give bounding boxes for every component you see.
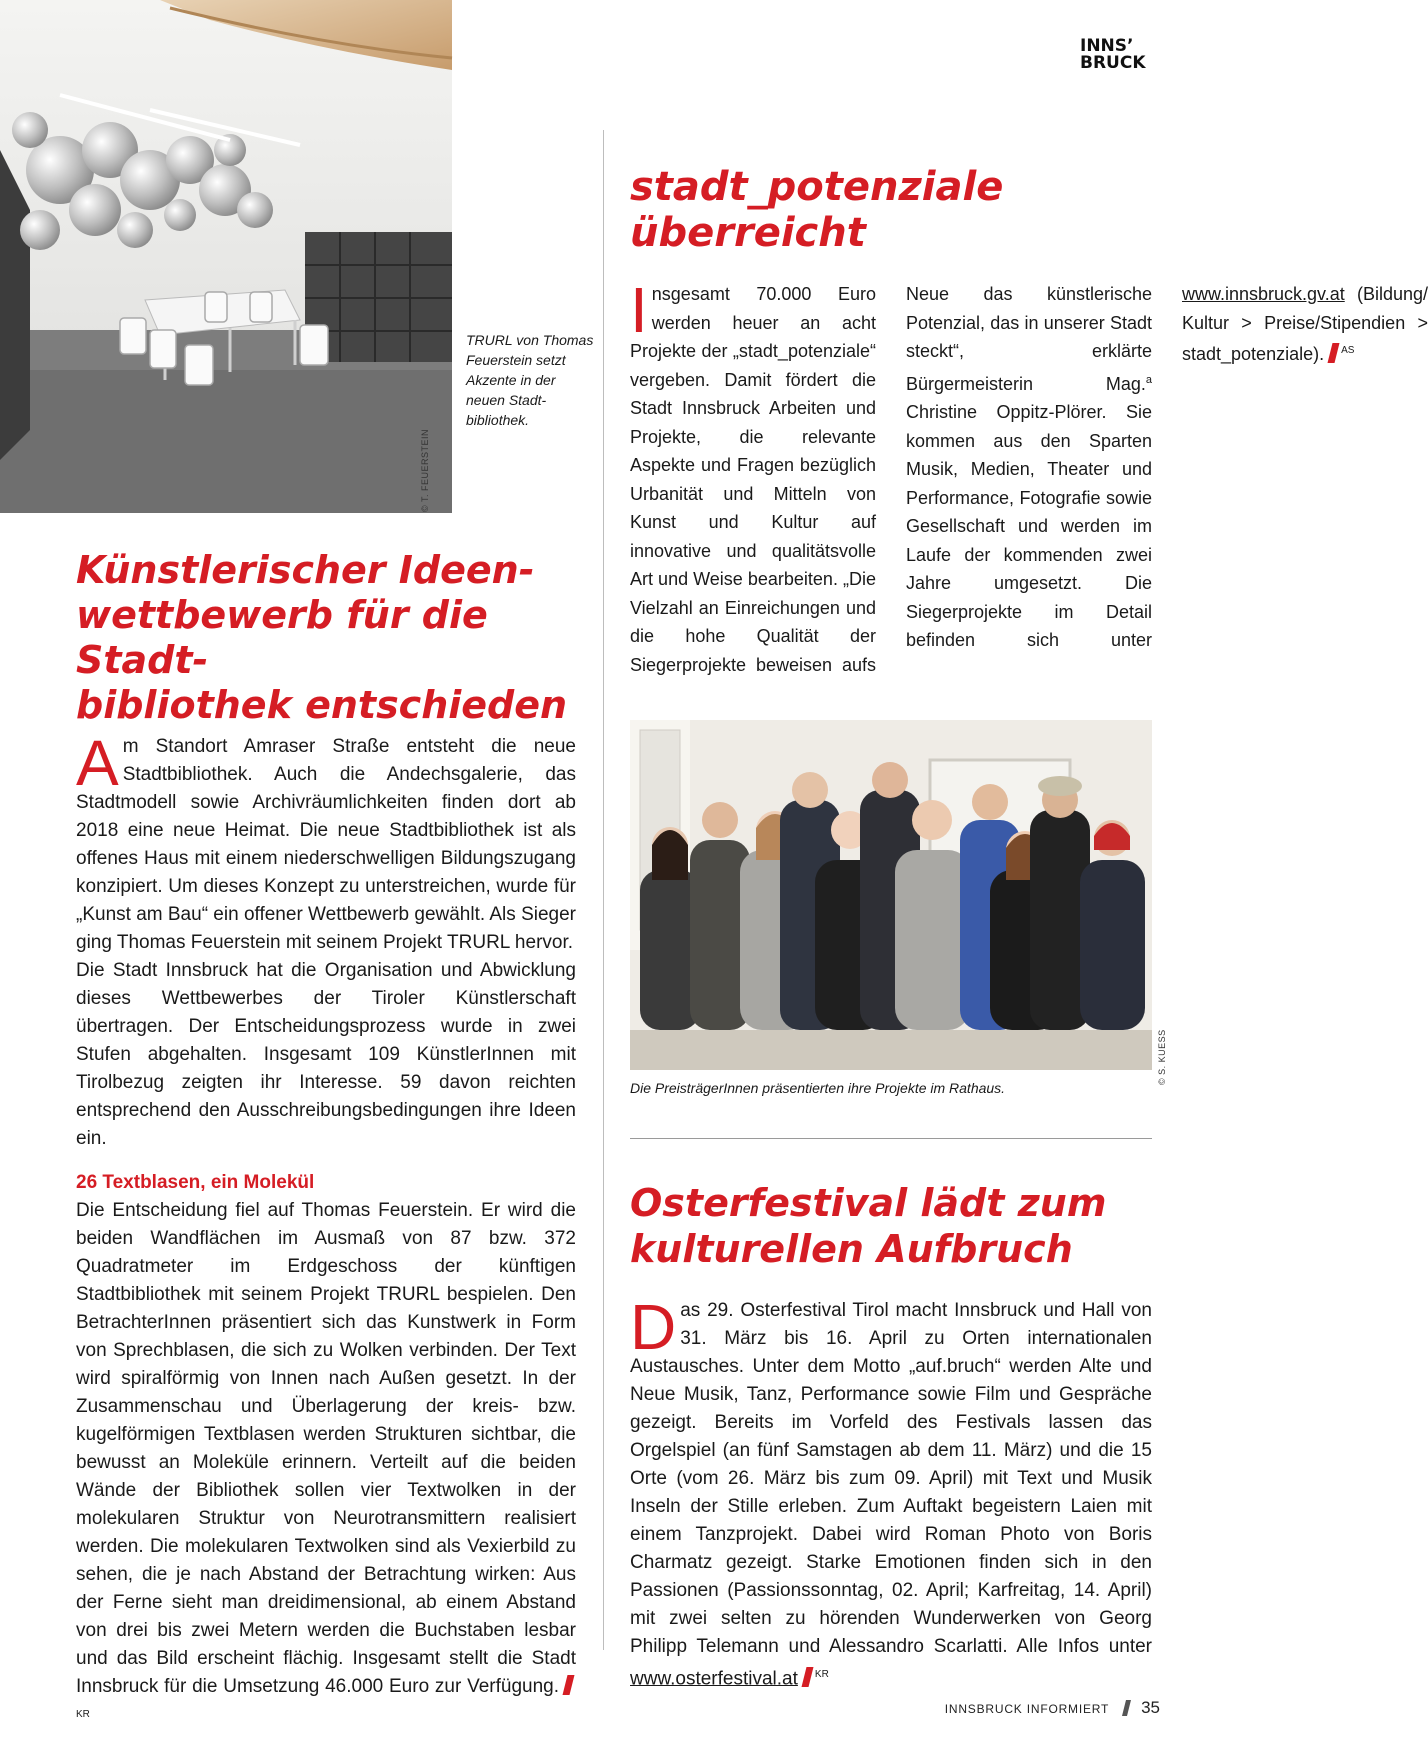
author-tag: KR <box>76 1709 90 1720</box>
library-image-caption <box>466 330 596 430</box>
library-interior-illustration <box>0 0 452 513</box>
caption-line: TRURL von Thomas <box>466 332 594 348</box>
article1-paragraph-1 <box>76 727 576 957</box>
dropcap: D <box>630 1291 677 1363</box>
article1-subheading: 26 Textblasen, ein Molekül <box>76 1172 315 1193</box>
author-tag: AS <box>1341 345 1355 356</box>
paragraph-text: nsgesamt 70.000 Euro werden heuer an acht Projekte der „stadt_potenziale“ vergeben. Damit fördert die Stadt Innsbruck Arbeiten und Projekte, die relevante Aspekte und Fragen bezüglich Urbanität und Mitteln von Kunst und Kultur auf innovative und qualitätsvolle Art und Weise bearbeiten. „Die Vielzahl an Einreichungen und die hohe Qualität der Siegerprojekte beweisen aufs Neue das künstlerische Potenzial, das in unserer Stadt steckt“, erklärte Bürgermeisterin Mag. <box>630 284 1152 675</box>
article3-body <box>630 1291 1152 1693</box>
article2-headline <box>630 164 1190 256</box>
logo-line-2: BRUCK <box>1080 53 1146 73</box>
end-mark-icon <box>801 1667 813 1687</box>
dropcap: A <box>76 727 119 799</box>
library-rendering-image <box>0 0 452 513</box>
footer-slash-icon <box>1122 1700 1131 1716</box>
paragraph-text: Christine Oppitz-Plörer. Sie kommen aus den Sparten Musik, Medien, Theater und Performance, Fotografie sowie Gesellschaft und werden im Laufe der kommenden zwei Jahre umgesetzt. Die Siegerprojekte im Detail befinden sich unter <box>906 402 1152 650</box>
end-mark-icon <box>1328 343 1340 363</box>
headline-line: Osterfestival lädt zum <box>630 1181 1107 1225</box>
page-number: 35 <box>1141 1698 1160 1717</box>
headline-line: stadt_potenziale <box>630 164 1004 210</box>
column-divider <box>603 130 604 1650</box>
footer-label: INNSBRUCK INFORMIERT <box>944 1702 1110 1716</box>
group-photo-caption: Die PreisträgerInnen präsentierten ihre Projekte im Rathaus. <box>630 1080 1006 1096</box>
headline-line: bibliothek entschieden <box>76 683 568 727</box>
headline-line: kulturellen Aufbruch <box>630 1227 1073 1271</box>
article1-body <box>76 727 576 1733</box>
section-divider <box>630 1138 1152 1139</box>
article2-paragraph <box>630 274 1428 680</box>
article3-paragraph <box>630 1291 1152 1693</box>
award-winners-group-illustration <box>630 720 1152 1070</box>
article2-body <box>630 274 1428 680</box>
osterfestival-website-link[interactable]: www.osterfestival.at <box>630 1668 798 1690</box>
group-photo <box>630 720 1152 1070</box>
library-photo-credit: © T. FEUERSTEIN <box>420 429 430 512</box>
dropcap: I <box>630 274 648 346</box>
article1-headline <box>76 548 596 728</box>
caption-line: Akzente in der <box>466 372 556 388</box>
end-mark-icon <box>563 1675 575 1695</box>
paragraph-text: m Standort Amraser Straße entsteht die neue Stadtbibliothek. Auch die Andechsgalerie, das Stadtmodell sowie Archivräumlichkeiten finden dort ab 2018 eine neue Heimat. Die neue Stadtbibliothek ist als offenes Haus mit einem niederschwelligen Bildungszugang konzipiert. Um dieses Konzept zu unterstreichen, wurde für „Kunst am Bau“ ein offener Wettbewerb gewählt. Als Sieger ging Thomas Feuerstein mit seinem Projekt TRURL hervor. <box>76 736 576 953</box>
innsbruck-website-link[interactable]: www.innsbruck.gv.at <box>1182 284 1345 304</box>
article1-paragraph-2: Die Stadt Innsbruck hat die Organisation und Abwicklung dieses Wettbewerbes der Tiroler Künstlerschaft übertragen. Der Entscheidungsprozess wurde in zwei Stufen abgehalten. Insgesamt 109 KünstlerInnen mit Tirolbezug zeigten ihr Interesse. 59 davon reichten entsprechend den Ausschreibungsbedingungen ihre Ideen ein. <box>76 960 576 1149</box>
article1-paragraph-3 <box>76 1197 576 1733</box>
headline-line: wettbewerb für die Stadt- <box>76 593 488 682</box>
logo-line-1: INNS’ <box>1080 36 1134 56</box>
group-photo-credit: © S. KUESS <box>1157 1029 1167 1085</box>
author-tag: KR <box>814 1669 829 1680</box>
caption-line: Feuerstein setzt <box>466 352 566 368</box>
headline-line: Künstlerischer Ideen- <box>76 548 535 592</box>
paragraph-text: Die Entscheidung fiel auf Thomas Feuerstein. Er wird die beiden Wandflächen im Ausmaß von 87 bzw. 372 Quadratmeter im Erdgeschoss der künftigen Stadtbibliothek mit seinem Projekt TRURL bespielen. Den BetrachterInnen präsentiert sich das Kunstwerk in Form von Sprechblasen, die sich zu Wolken verbinden. Der Text wird spiralförmig von Innen nach Außen gesetzt. In der Zusammenschau und Überlagerung der kreis- bzw. kugelförmigen Textblasen werden Strukturen sichtbar, die bewusst an Moleküle erinnern. Verteilt auf die beiden Wände der Bibliothek sollen vier Textwolken in der molekularen Struktur von Neurotransmittern realisiert werden. Die molekularen Textwolken sind als Vexierbild zu sehen, die je nach Abstand der Betrachtung wirken: Aus der Ferne sieht man dreidimensional, ab einem Abstand von drei bis zwei Metern werden die Buchstaben lesbar und das Bild erscheint flächig. Insgesamt stellt die Stadt Innsbruck für die Umsetzung 46.000 Euro zur Verfügung. <box>76 1200 576 1697</box>
caption-line: bibliothek. <box>466 412 530 428</box>
superscript: a <box>1145 373 1152 386</box>
caption-line: neuen Stadt- <box>466 392 547 408</box>
paragraph-text: as 29. Osterfestival Tirol macht Innsbruck und Hall von 31. März bis 16. April zu Orten internationalen Austausches. Unter dem Motto „auf.bruch“ werden Alte und Neue Musik, Tanz, Performance sowie Film und Gespräche gezeigt. Bereits im Vorfeld des Festivals lassen das Orgelspiel (an fünf Samstagen ab dem 11. März) und die 15 Orte (vom 26. März bis zum 09. April) mit Text und Musik Inseln der Stille erleben. Zum Auftakt begeistern Laien mit einem Tanzprojekt. Dabei wird Roman Photo von Boris Charmatz gezeigt. Starke Emotionen finden sich in den Passionen (Passionssonntag, 02. April; Karfreitag, 14. April) mit zwei selten zu hörenden Wunderwerken von Georg Philipp Telemann und Alessandro Scarlatti. Alle Infos unter <box>630 1300 1152 1657</box>
article3-headline <box>630 1180 1190 1272</box>
page-footer <box>900 1698 1160 1718</box>
innsbruck-logo <box>1080 38 1190 72</box>
headline-line: überreicht <box>630 210 866 256</box>
paragraph-text: (Bildung/ Kultur > Preise/Stipendien > stadt_potenziale). <box>1182 284 1428 364</box>
